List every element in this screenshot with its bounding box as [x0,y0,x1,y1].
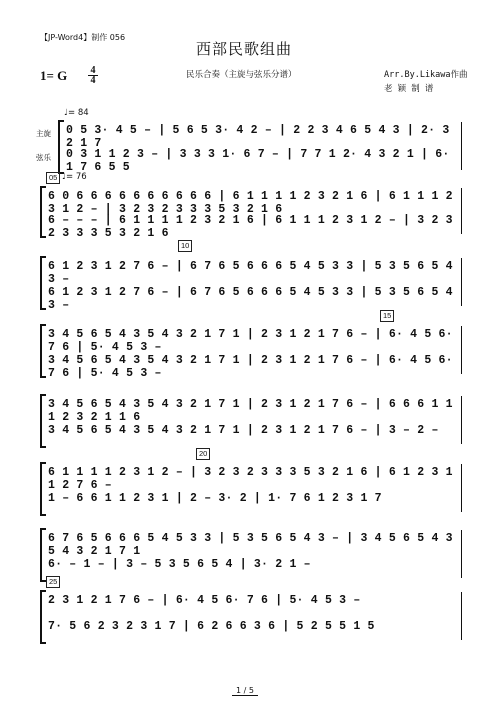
part-label-melody: 主旋 [36,129,51,138]
time-top: 4 [90,65,96,76]
score-title: 西部民歌组曲 [196,40,293,58]
system-6-bottom: 1 – 6 6 1 1 2 3 1 | 2 – 3· 2 | 1· 7 6 1 2 3 1 7 [48,492,382,505]
system-4-bottom: 3 4 5 6 5 4 3 5 4 3 2 1 7 1 | 2 3 1 2 1 7 6 – | 6· 4 5 6· 7 6 | 5· 4 5 3 – [48,354,453,380]
engraver-credit: 老 颖 制 谱 [384,84,434,94]
system-brace [40,462,46,516]
system-brace [40,186,46,238]
end-barline [461,188,462,234]
measure-number-20: 20 [196,448,210,460]
score-subtitle: 民乐合奏（主旋与弦乐分谱） [186,70,297,80]
end-barline [461,396,462,444]
measure-number-25: 25 [46,576,60,588]
part-label-strings: 弦乐 [36,153,51,162]
time-bottom: 4 [88,75,98,85]
end-barline [461,592,462,640]
system-5-bottom: 3 4 5 6 5 4 3 5 4 3 2 1 7 1 | 2 3 1 2 1 7 6 – | 3 – 2 – [48,424,439,437]
maker-label: 【JP-Word4】制作 056 [40,33,126,42]
system-2-top: 6 0 6 6 6 6 6 6 6 6 6 6 | 6 1 1 1 1 2 3 2 1 6 | 6 1 1 1 2 3 1 2 – | 3 2 3 2 3 3 3 5 3 2 1 6 [48,190,453,216]
measure-number-15: 15 [380,310,394,322]
end-barline [461,122,462,170]
tempo-mark-84: ♩= 84 [64,108,89,118]
page-number: 1 / 5 [232,686,258,696]
system-6-top: 6 1 1 1 1 2 3 1 2 – | 3 2 3 2 3 3 3 5 3 2 1 6 | 6 1 2 3 1 1 2 7 6 – [48,466,453,492]
end-barline [461,530,462,578]
rehearsal-mark-05: 05 [46,172,60,184]
end-barline [461,464,462,512]
system-3-bottom: 6 1 2 3 1 2 7 6 – | 6 7 6 5 6 6 6 5 4 5 3 3 | 5 3 5 6 5 4 3 – [48,286,453,312]
system-brace [40,528,46,582]
system-3-top: 6 1 2 3 1 2 7 6 – | 6 7 6 5 6 6 6 5 4 5 3 3 | 5 3 5 6 5 4 3 – [48,260,453,286]
system-brace [40,256,46,310]
system-4-top: 3 4 5 6 5 4 3 5 4 3 2 1 7 1 | 2 3 1 2 1 7 6 – | 6· 4 5 6· 7 6 | 5· 4 5 3 – [48,328,453,354]
system-brace [40,324,46,378]
time-signature [88,66,98,85]
measure-number-10: 10 [178,240,192,252]
end-barline [461,258,462,306]
system-7-bottom: 6· – 1 – | 3 – 5 3 5 6 5 4 | 3· 2 1 – [48,558,311,571]
system-2-bottom: 6 – – – | 6 1 1 1 1 2 3 2 1 6 | 6 1 1 1 2 3 1 2 – | 3 2 3 2 3 3 3 5 3 2 1 6 [48,214,453,240]
system-brace [58,120,64,174]
system-1-bottom: 0 3 1 1 2 3 – | 3 3 3 1· 6 7 – | 7 7 1 2· 4 3 2 1 | 6· 1 7 6 5 5 [66,148,450,174]
arranger-credit: Arr.By.Likawa作曲 [384,70,468,80]
system-5-top: 3 4 5 6 5 4 3 5 4 3 2 1 7 1 | 2 3 1 2 1 7 6 – | 6 6 6 1 1 1 2 3 2 1 1 6 [48,398,453,424]
system-7-top: 6 7 6 5 6 6 6 5 4 5 3 3 | 5 3 5 6 5 4 3 – | 3 4 5 6 5 4 3 5 4 3 2 1 7 1 [48,532,453,558]
system-8-top: 2 3 1 2 1 7 6 – | 6· 4 5 6· 7 6 | 5· 4 5 3 – [48,594,361,607]
key-signature: 1= G [40,68,68,83]
system-brace [40,394,46,448]
system-1-top: 0 5 3· 4 5 – | 5 6 5 3· 4 2 – | 2 2 3 4 6 5 4 3 | 2· 3 2 1 7 [66,124,450,150]
end-barline [461,326,462,374]
system-brace [40,590,46,644]
system-8-bottom: 7· 5 6 2 3 2 3 1 7 | 6 2 6 6 3 6 | 5 2 5 5 1 5 [48,620,375,633]
tempo-mark-76: ♩= 76 [62,172,87,182]
